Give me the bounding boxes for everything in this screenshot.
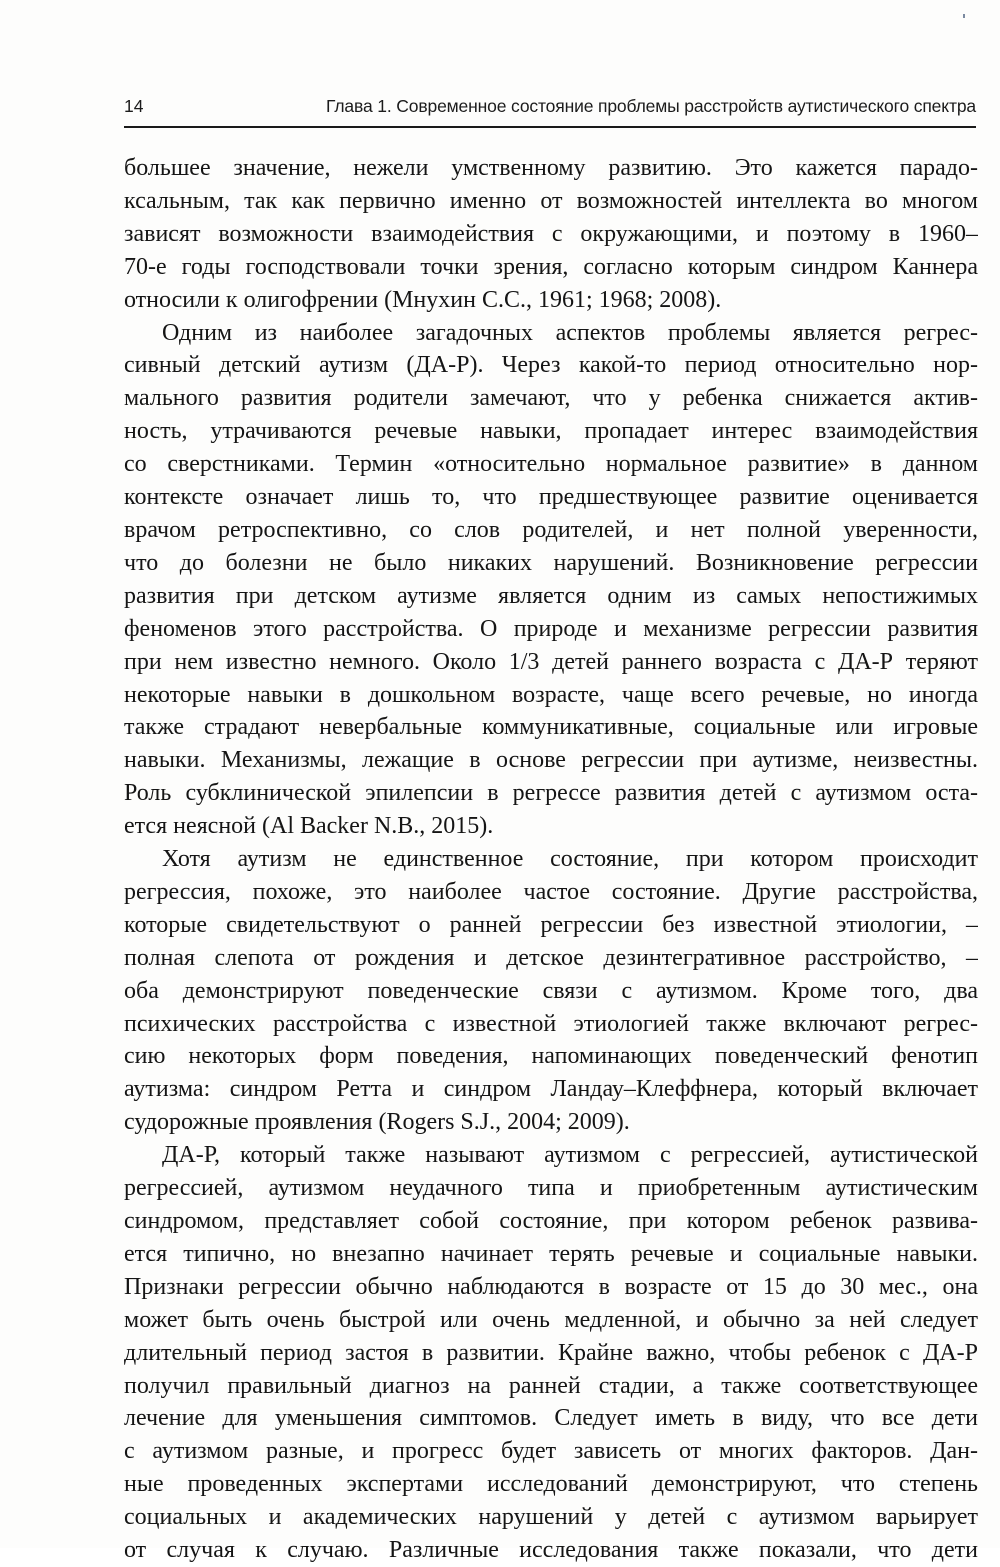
text-line: также страдают невербальные коммуникативные, социальные или игровые (124, 714, 978, 741)
text-line: судорожные проявления (Rogers S.J., 2004; 2009). (124, 1109, 630, 1136)
text-line: Роль субклинической эпилепсии в регрессе развития детей с аутизмом оста- (124, 780, 978, 807)
text-line: психических расстройства с известной этиологией также включают регрес- (124, 1010, 978, 1037)
text-line: лечение для уменьшения симптомов. Следует иметь в виду, что все дети (124, 1405, 978, 1432)
page-header (124, 88, 976, 128)
text-line: что до болезни не было никаких нарушений. Возникновение регрессии (124, 549, 978, 576)
text-line: социальных и академических нарушений у детей с аутизмом варьирует (124, 1504, 978, 1531)
text-line: зависят возможности взаимодействия с окружающими, и поэтому в 1960– (124, 220, 978, 247)
scan-speck (963, 14, 965, 18)
text-line: мального развития родители замечают, что у ребенка снижается актив- (124, 385, 978, 412)
text-line: от случая к случаю. Различные исследования также показали, что дети (124, 1537, 978, 1564)
text-line: сивный детский аутизм (ДА-Р). Через какой-то период относительно нор- (124, 352, 978, 379)
text-line: аутизма: синдром Ретта и синдром Ландау–Клеффнера, который включает (124, 1076, 978, 1103)
page-number: 14 (124, 96, 144, 116)
text-line: феноменов этого расстройства. О природе и механизме регрессии развития (124, 615, 978, 642)
text-line: врачом ретроспективно, со слов родителей, и нет полной уверенности, (124, 516, 978, 543)
text-line: ность, утрачиваются речевые навыки, пропадает интерес взаимодействия (124, 418, 978, 445)
text-line: Одним из наиболее загадочных аспектов проблемы является регрес- (162, 319, 978, 346)
text-line: контексте означает лишь то, что предшествующее развитие оценивается (124, 484, 978, 511)
text-line: развития при детском аутизме является одним из самых непостижимых (124, 582, 978, 609)
running-title: Глава 1. Современное состояние проблемы расстройств аутистического спектра (326, 96, 976, 116)
text-line: ксальным, так как первично именно от возможностей интеллекта во многом (124, 187, 978, 214)
text-line: полная слепота от рождения и детское дезинтегративное расстройство, – (124, 944, 978, 971)
text-line: которые свидетельствуют о ранней регрессии без известной этиологии, – (124, 911, 978, 938)
text-line: большее значение, нежели умственному развитию. Это кажется парадо- (124, 155, 978, 181)
text-line: длительный период застоя в развитии. Крайне важно, чтобы ребенок с ДА-Р (124, 1339, 978, 1366)
text-line: некоторые навыки в дошкольном возрасте, чаще всего речевые, но иногда (124, 681, 978, 708)
text-line: получил правильный диагноз на ранней стадии, а также соответствующее (124, 1372, 978, 1399)
text-line: регрессия, похоже, это наиболее частое состояние. Другие расстройства, (124, 878, 978, 905)
text-line: сию некоторых форм поведения, напоминающих поведенческий фенотип (124, 1043, 978, 1070)
text-line: оба демонстрируют поведенческие связи с аутизмом. Кроме того, два (124, 977, 978, 1004)
text-line: с аутизмом разные, и прогресс будет зависеть от многих факторов. Дан- (124, 1438, 978, 1465)
text-line: навыки. Механизмы, лежащие в основе регрессии при аутизме, неизвестны. (124, 747, 978, 774)
text-line: может быть очень быстрой или очень медленной, и обычно за ней следует (124, 1306, 978, 1333)
text-line: ДА-Р, который также называют аутизмом с регрессией, аутистической (162, 1142, 978, 1169)
text-line: ется неясной (Al Backer N.B., 2015). (124, 813, 494, 840)
body-text (124, 152, 978, 1567)
text-line: Хотя аутизм не единственное состояние, при котором происходит (162, 846, 978, 873)
text-line: при нем известно немного. Около 1/3 детей раннего возраста с ДА-Р теряют (124, 648, 978, 675)
text-line: регрессией, аутизмом неудачного типа и приобретенным аутистическим (124, 1175, 978, 1202)
text-line: 70-е годы господствовали точки зрения, согласно которым синдром Каннера (124, 253, 978, 280)
text-line: синдромом, представляет собой состояние, при котором ребенок развива- (124, 1208, 978, 1234)
text-line: ется типично, но внезапно начинает терять речевые и социальные навыки. (124, 1240, 978, 1267)
text-line: ные проведенных экспертами исследований демонстрируют, что степень (124, 1471, 978, 1498)
text-line: Признаки регрессии обычно наблюдаются в возрасте от 15 до 30 мес., она (124, 1273, 978, 1300)
text-line: относили к олигофрении (Мнухин С.С., 1961; 1968; 2008). (124, 286, 722, 313)
text-line: со сверстниками. Термин «относительно нормальное развитие» в данном (124, 451, 978, 478)
